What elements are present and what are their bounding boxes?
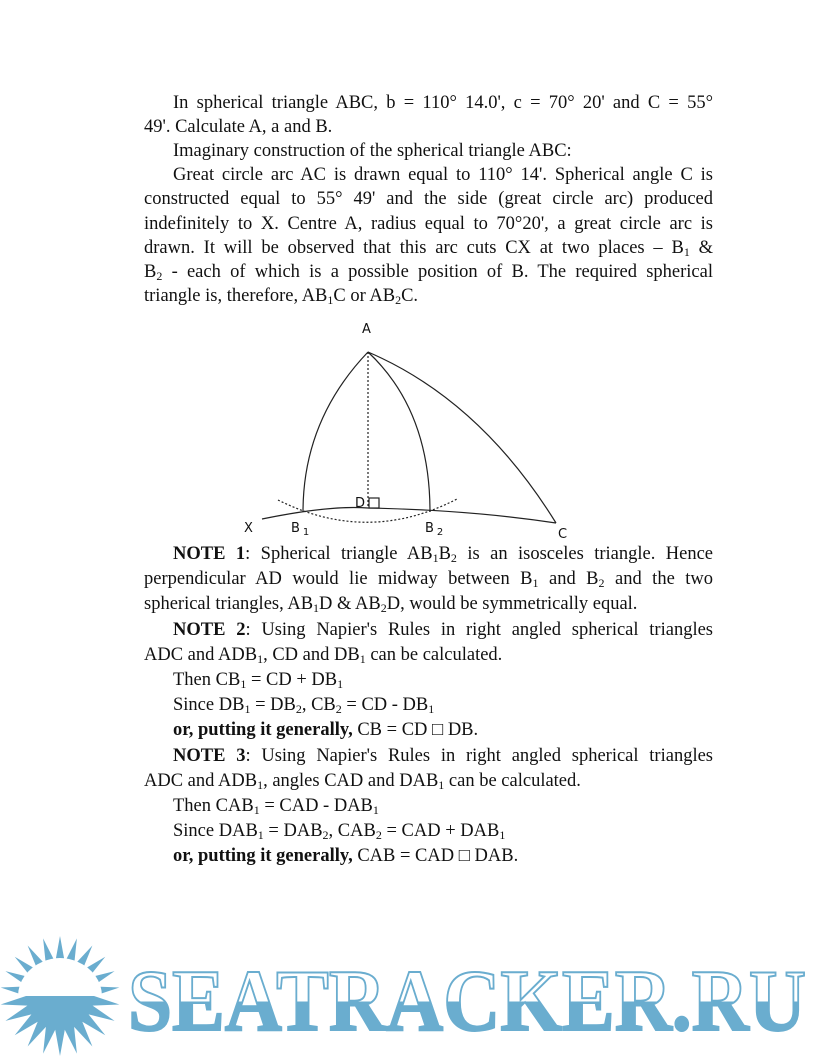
subscript: 2 (322, 828, 329, 843)
subscript: 1 (372, 803, 379, 817)
text-run: drawn. It will be observed that this arc cuts CX at two places – B (144, 237, 684, 258)
text-run: - each of which is a possible position of B. The required spherical (162, 261, 713, 282)
text-run: Since DB (173, 695, 245, 716)
label-c: C (558, 527, 568, 542)
subscript: 1 (244, 702, 251, 717)
text-run: B (144, 261, 157, 282)
arc-a-c (368, 352, 556, 523)
text-run: indefinitely to X. Centre A, radius equal to 70°20', a great circle arc is (144, 213, 713, 234)
text-run: D & AB (319, 594, 381, 615)
text-run: : Spherical triangle AB (245, 544, 433, 564)
text-run: B (438, 544, 451, 564)
bold-label: NOTE 1 (173, 544, 246, 564)
subscript: 2 (156, 268, 163, 283)
text-line (144, 770, 713, 792)
subscript: 2 (395, 292, 402, 307)
text-run: Then CB (173, 670, 241, 690)
text-run: Then CAB (173, 796, 254, 816)
text-run: spherical triangles, AB (144, 594, 314, 615)
text-run: ADC and ADB (144, 770, 258, 791)
text-line (144, 694, 713, 716)
text-line (144, 845, 713, 867)
text-line (144, 543, 713, 565)
text-line (144, 568, 713, 590)
text-run: , CD and DB (263, 644, 360, 665)
text-line (144, 820, 713, 842)
subscript: 2 (335, 702, 342, 717)
subscript: 1 (257, 651, 264, 666)
subscript: 2 (380, 601, 387, 616)
text-run: = DAB (263, 821, 323, 842)
text-line (144, 619, 713, 641)
text-run: and the two (604, 569, 713, 590)
right-angle-mark (369, 498, 379, 508)
label-d: D (355, 496, 366, 511)
text-line (144, 719, 713, 741)
text-run: Great circle arc AC is drawn equal to 110° 14'. Spherical angle C is (173, 165, 713, 186)
text-run: D, would be symmetrically equal. (386, 594, 638, 615)
subscript: 2 (598, 576, 605, 591)
subscript: 2 (295, 702, 302, 717)
subscript: 2 (450, 551, 457, 565)
text-line (144, 593, 713, 615)
bold-label: or, putting it generally, (173, 720, 353, 741)
text-run: = CD + DB (246, 670, 338, 690)
text-line (144, 745, 713, 767)
subscript: 1 (257, 777, 264, 792)
text-run: CAB = CAD □ DAB. (352, 846, 519, 867)
text-run: = CD - DB (341, 695, 429, 716)
arc-x-c (262, 507, 556, 523)
subscript: 1 (313, 601, 320, 616)
watermark-text: SEATRACKER.RU (128, 953, 806, 1050)
bold-label: NOTE 2 (173, 619, 246, 640)
text-run: is an isosceles triangle. Hence (456, 544, 713, 564)
bold-label: NOTE 3 (173, 745, 246, 766)
subscript: 1 (337, 677, 344, 691)
text-run: can be calculated. (444, 770, 581, 791)
text-run: : Using Napier's Rules in right angled spherical triangles (245, 619, 713, 640)
text-line (144, 669, 713, 691)
text-run: , CB (301, 695, 336, 716)
text-run: 49'. Calculate A, a and B. (144, 117, 333, 138)
text-run: , CAB (328, 821, 376, 842)
text-run: = CAD + DAB (381, 821, 500, 842)
text-run: constructed equal to 55° 49' and the side (great circle arc) produced (144, 189, 713, 210)
subscript: 2 (375, 828, 382, 843)
subscript: 1 (359, 651, 366, 666)
text-run: : Using Napier's Rules in right angled spherical triangles (245, 745, 713, 766)
text-line (144, 644, 713, 666)
label-a: A (362, 322, 371, 337)
text-run: can be calculated. (365, 644, 503, 665)
subscript: 1 (240, 677, 247, 691)
arc-a-b2 (368, 352, 430, 512)
text-run: perpendicular AD would lie midway between B (144, 569, 533, 590)
text-run: = CAD - DAB (259, 796, 373, 816)
bold-label: or, putting it generally, (173, 846, 353, 867)
subscript: 1 (428, 702, 435, 717)
text-run: & (689, 237, 713, 258)
label-b2: B $_2$ (425, 521, 444, 538)
subscript: 1 (257, 828, 264, 843)
subscript: 1 (432, 551, 439, 565)
subscript: 1 (438, 777, 445, 792)
subscript: 1 (253, 803, 260, 817)
text-run: C. (401, 285, 419, 306)
sun-icon (1, 936, 120, 1056)
seatracker-watermark (0, 930, 816, 1056)
text-run: triangle is, therefore, AB (144, 285, 328, 306)
label-x: X (244, 521, 253, 536)
label-b1: B $_1$ (291, 521, 310, 538)
text-run: CB = CD □ DB. (352, 720, 479, 741)
arc-a-b1 (303, 352, 368, 512)
text-run: and B (538, 569, 599, 590)
subscript: 1 (499, 828, 506, 843)
text-run: = DB (250, 695, 296, 716)
subscript: 1 (532, 576, 539, 591)
text-run: Imaginary construction of the spherical triangle ABC: (173, 141, 572, 162)
text-run: C or AB (333, 285, 396, 306)
subscript: 1 (327, 292, 334, 307)
text-line (144, 795, 713, 817)
text-run: In spherical triangle ABC, b = 110° 14.0', c = 70° 20' and C = 55° (173, 93, 713, 113)
text-run: , angles CAD and DAB (263, 770, 439, 791)
text-run: Since DAB (173, 821, 258, 842)
subscript: 1 (683, 244, 690, 259)
text-run: ADC and ADB (144, 644, 258, 665)
